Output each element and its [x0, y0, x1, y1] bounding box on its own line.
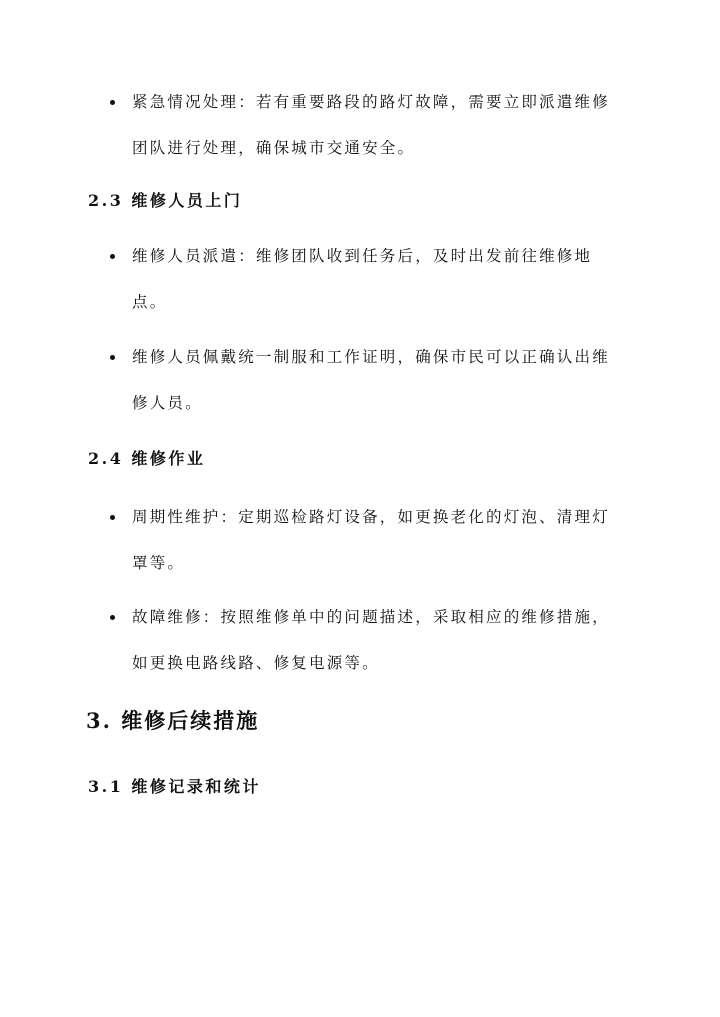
list-item-text: 维修人员派遣：维修团队收到任务后，及时出发前往维修地点。 [132, 247, 593, 311]
list-item-text: 故障维修：按照维修单中的问题描述，采取相应的维修措施，如更换电路线路、修复电源等。 [132, 608, 610, 672]
list-item-text: 紧急情况处理：若有重要路段的路灯故障，需要立即派遣维修团队进行处理，确保城市交通安全。 [132, 93, 610, 157]
section-heading-2-3: 2.3 维修人员上门 [88, 191, 243, 210]
bullet-icon [110, 515, 115, 520]
section-heading-2-4: 2.4 维修作业 [88, 449, 206, 468]
bullet-icon [110, 355, 115, 360]
list-item-text: 维修人员佩戴统一制服和工作证明，确保市民可以正确认出维修人员。 [132, 348, 610, 412]
list-item-text: 周期性维护：定期巡检路灯设备，如更换老化的灯泡、清理灯罩等。 [132, 508, 610, 572]
section-heading-3-1: 3.1 维修记录和统计 [88, 777, 261, 796]
bullet-icon [110, 615, 115, 620]
bullet-icon [110, 100, 115, 105]
section-heading-3: 3. 维修后续措施 [86, 708, 260, 733]
bullet-icon [110, 254, 115, 259]
